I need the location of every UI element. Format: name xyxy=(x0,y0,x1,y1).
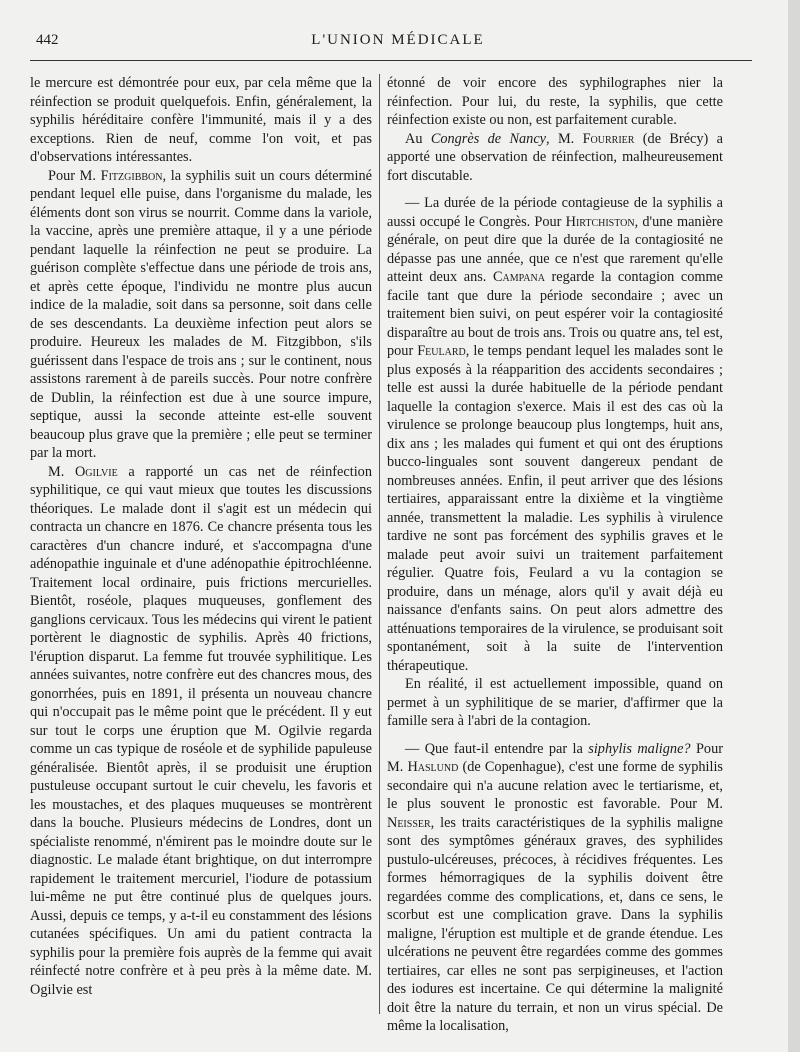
paragraph xyxy=(30,463,372,1000)
paragraph-text: regarde la contagion comme facile tant que dure la période secondaire ; avec un traitement bien suivi, on peut espérer voir la contagiosité disparaître au bout de trois ans. Trois ou quatre ans, tel est, pour xyxy=(387,269,723,359)
paragraph xyxy=(387,194,723,675)
paragraph-text: (de Brécy) a apporté une observation de réinfection, malheureusement fort discutable. xyxy=(387,130,723,184)
header-rule xyxy=(30,60,752,61)
paragraph-text: — La durée de la période contagieuse de la syphilis a aussi occupé le Congrès. Pour xyxy=(387,195,723,230)
paragraph-text: , le temps pendant lequel les malades sont le plus exposés à la réapparition des accidents secondaires ; telle est aussi la durée habituelle de la période pendant laquelle la contagion s'exerce. Mais il est des cas où la virulence se prolonge beaucoup plus longtemps, huit ans, dix ans ; les malades qui fument et qui ont des éruptions bucco-linguales sont souvent dangereux pendant de nombreuses années. Enfin, il peut arriver que des lésions tertiaires, apparaissant entre la dixième et la vingtième année, transmettent la maladie. Les syphilis à virulence tardive ne sont pas forcément des syphilis graves et le malade peut avoir suivi un traitement parfaitement régulier. Quatre fois, Feulard a vu la contagion se produire, dans un ménage, alors qu'il y avait déjà eu naissance d'enfants sains. On peut alors admettre des atténuations temporaires de la virulence, se produisant soit spontanément, soit à la suite de l'intervention thérapeutique. xyxy=(387,343,724,674)
paragraph-text: En réalité, il est actuellement impossible, quand on permet à un syphilitique de se marier, d'affirmer que la famille sera à l'abri de la contagion. xyxy=(387,676,723,729)
page-number: 442 xyxy=(36,32,59,48)
journal-title: L'UNION MÉDICALE xyxy=(311,32,485,48)
paragraph-text: — Que faut-il entendre par la xyxy=(405,740,589,757)
paragraph-text: , la syphilis suit un cours déterminé pendant lequel elle puise, dans l'organisme du malade, les éléments dont son virus se nourrit. Comme dans la variole, la vaccine, après une première attaque, il y a une période pendant laquelle la réinfection ne peut se produire. La guérison complète s'effectue dans une période de trois ans, et après cette époque, l'individu ne montre plus aucun indice de la maladie, soit dans sa personne, soit dans celle de ses descendants. La deuxième infection peut alors se produire. Heureux les malades de M. Fitzgibbon, s'ils guérissent dans l'espace de trois ans ; sur le continent, nous assistons rarement à de pareils succès. Pour notre confrère de Dublin, la réinfection est due à une source impure, septique, aussi la seconde atteinte est-elle souvent beaucoup plus grave que la première ; elle peut se terminer par la mort. xyxy=(30,167,372,461)
paragraph-text: le mercure est démontrée pour eux, par cela même que la réinfection se produit quelquefois. Enfin, généralement, la syphilis héréditaire confère l'immunité, mais il y a des exceptions. Rien de neuf, comme l'on voit, et pas d'observations intéressantes. xyxy=(30,75,372,165)
paragraph-text: , les traits caractéristiques de la syphilis maligne sont des symptômes généraux graves, des syphilides pustulo-ulcéreuses, précoces, à récidives fréquentes. Les formes hémorragiques de la syphilis doivent être regardées comme des complications, et, dans ce sens, le scorbut est une complication grave. Dans la syphilis maligne, l'éruption est multiple et de grande étendue. Les ulcérations ne peuvent être regardées comme des gommes tertiaires, car elles ne sont pas serpigineuses, et l'action des iodures est incertaine. Ce qui détermine la malignité doit être la nature du terrain, et non un virus spécial. De même la localisation, xyxy=(387,814,723,1034)
column-divider xyxy=(379,74,380,1014)
paragraph-text: Pour M. xyxy=(48,167,101,184)
paragraph-text: Au xyxy=(405,130,431,147)
paragraph xyxy=(387,74,723,130)
congress-name: Congrès de Nancy xyxy=(430,130,547,147)
paragraph-text: (de Copenhague), c'est une forme de syphilis secondaire qui n'a aucune relation avec le tertiarisme, et, le plus souvent le pronostic est favorable. Pour M. xyxy=(387,759,723,812)
paragraph-text: M. xyxy=(48,463,75,480)
running-head xyxy=(36,32,760,54)
paragraph xyxy=(30,74,372,167)
author-name: Fourrier xyxy=(582,130,635,147)
author-name: Haslund xyxy=(407,759,459,775)
term-italic: siphylis maligne? xyxy=(588,740,691,757)
author-name: Hirtchiston xyxy=(565,213,635,230)
paragraph xyxy=(387,675,723,731)
author-name: Neisser xyxy=(387,814,431,831)
paragraph-text: Pour M. xyxy=(387,740,723,775)
paragraph-text: , d'une manière générale, on peut dire que la durée de la contagiosité ne dépasse pas une année, que ce n'est que rarement qu'elle atteint deux ans. xyxy=(387,213,723,285)
author-name: Campana xyxy=(492,269,545,285)
left-column xyxy=(30,74,372,999)
paragraph xyxy=(387,740,723,1036)
paragraph xyxy=(30,167,372,463)
paragraph-text: étonné de voir encore des syphilographes nier la réinfection. Pour lui, du reste, la syphilis, que cette réinfection existe ou non, est parfaitement curable. xyxy=(387,75,723,128)
paragraph-text: a rapporté un cas net de réinfection syphilitique, ce qui vaut mieux que toutes les discussions théoriques. Le malade dont il s'agit est un médecin qui contracta un chancre en 1876. Ce chancre présenta tous les caractères d'un chancre induré, et s'accompagna d'une adénopathie inguinale et d'une adénopathie épitrochléenne. Traitement local ordinaire, puis frictions mercurielles. Bientôt, roséole, plaques muqueuses, gonflement des ganglions cervicaux. Tous les médecins qui virent le patient portèrent le diagnostic de syphilis. Après 40 frictions, l'éruption disparut. La femme fut trouvée syphilitique. Les années suivantes, notre confrère eut des chancres mous, des gonorrhées, puis en 1891, il présenta un nouveau chancre qui n'occupait pas le même point que le précédent. Il y eut sur tout le corps une éruption que M. Ogilvie regarda comme un cas typique de roséole et de syphilide papuleuse généralisée. Bientôt après, il se produisit une éruption pustuleuse occupant surtout le cuir chevelu, les favoris et les moustaches, et des plaques muqueuses se montrèrent dans la bouche. Plusieurs médecins de Londres, dont un spécialiste renommé, n'émirent pas le moindre doute sur le diagnostic. Le malade étant brightique, on dut interrompre rapidement le traitement mercuriel, l'iodure de potassium lui-même ne put être continué plus de quelques jours. Aussi, depuis ce temps, y a-t-il eu constamment des lésions cutanées spécifiques. Un ami du patient contracta la syphilis pour la première fois auprès de la femme qui avait réinfecté notre confrère et à peu près à la même date. M. Ogilvie est xyxy=(30,463,372,998)
right-column xyxy=(387,74,723,1036)
author-name: Fitzgibbon xyxy=(100,167,163,184)
author-name: Feulard xyxy=(417,343,466,359)
paragraph-text: , M. xyxy=(546,130,583,147)
paragraph xyxy=(387,130,723,186)
scan-edge xyxy=(788,0,800,1052)
author-name: Ogilvie xyxy=(74,463,118,480)
